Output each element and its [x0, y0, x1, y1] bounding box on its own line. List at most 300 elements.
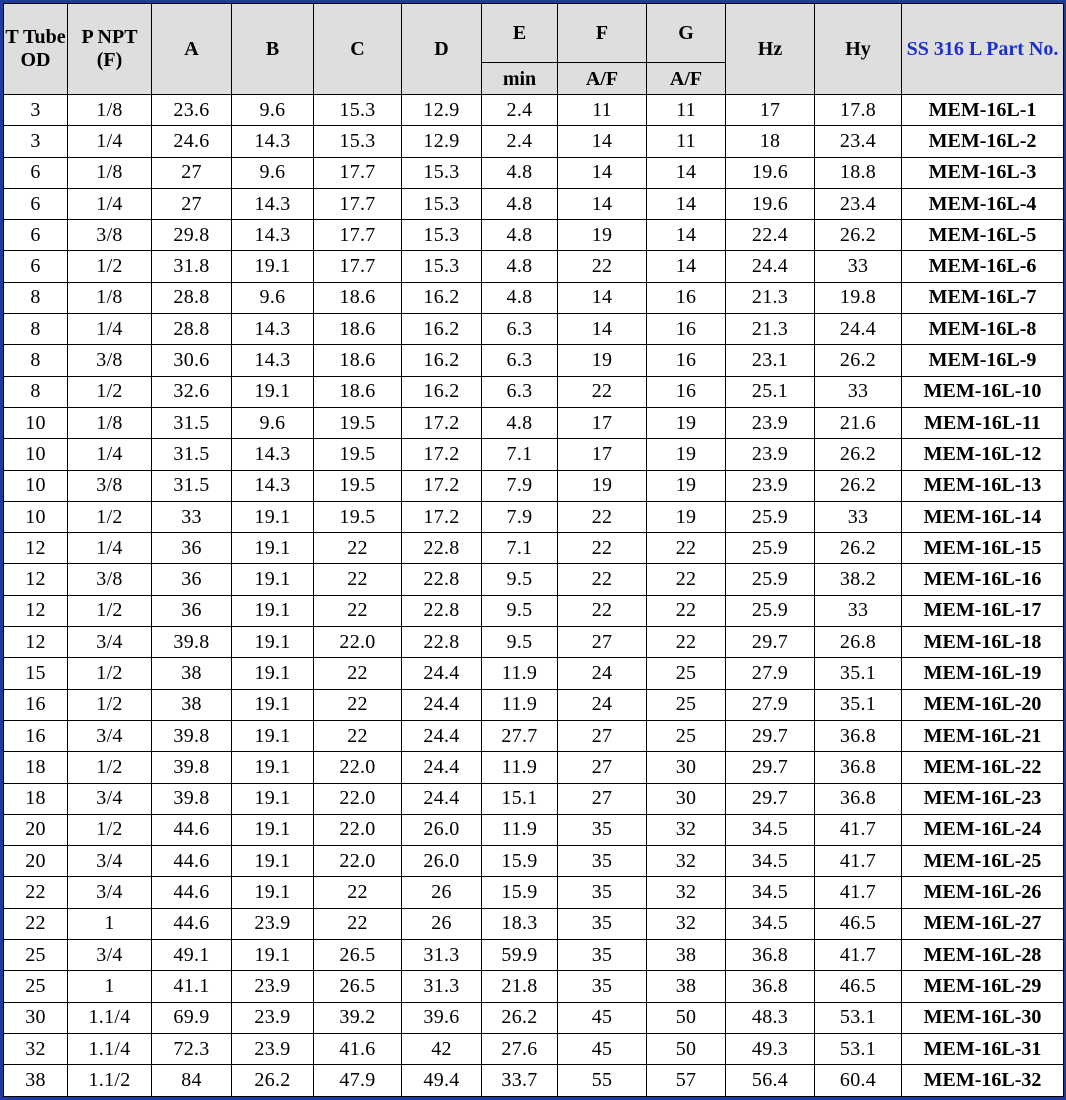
cell-d: 15.3 — [402, 251, 482, 282]
cell-part-no: MEM-16L-31 — [902, 1033, 1064, 1064]
cell-t-tube-od: 8 — [4, 376, 68, 407]
cell-d: 49.4 — [402, 1065, 482, 1096]
cell-hy: 36.8 — [815, 720, 902, 751]
cell-part-no: MEM-16L-6 — [902, 251, 1064, 282]
cell-p-npt: 3/4 — [68, 940, 152, 971]
cell-d: 16.2 — [402, 376, 482, 407]
cell-f: 27 — [558, 720, 647, 751]
cell-b: 19.1 — [232, 376, 314, 407]
table-body — [4, 95, 1064, 1097]
cell-a: 49.1 — [152, 940, 232, 971]
cell-e: 15.1 — [482, 783, 558, 814]
cell-f: 22 — [558, 595, 647, 626]
cell-part-no: MEM-16L-25 — [902, 846, 1064, 877]
cell-p-npt: 3/8 — [68, 220, 152, 251]
cell-f: 19 — [558, 220, 647, 251]
header-e: E — [482, 4, 558, 63]
cell-g: 38 — [647, 971, 726, 1002]
cell-hz: 21.3 — [726, 282, 815, 313]
cell-d: 17.2 — [402, 407, 482, 438]
header-f: F — [558, 4, 647, 63]
cell-t-tube-od: 22 — [4, 908, 68, 939]
table-row — [4, 940, 1064, 971]
cell-a: 36 — [152, 564, 232, 595]
cell-p-npt: 1/8 — [68, 157, 152, 188]
cell-e: 4.8 — [482, 157, 558, 188]
cell-hz: 34.5 — [726, 846, 815, 877]
table-row — [4, 846, 1064, 877]
cell-p-npt: 3/4 — [68, 846, 152, 877]
cell-p-npt: 1 — [68, 908, 152, 939]
cell-g: 14 — [647, 251, 726, 282]
cell-hz: 29.7 — [726, 627, 815, 658]
table-row — [4, 1065, 1064, 1096]
cell-p-npt: 1/4 — [68, 314, 152, 345]
cell-a: 69.9 — [152, 1002, 232, 1033]
cell-p-npt: 1.1/2 — [68, 1065, 152, 1096]
cell-b: 14.3 — [232, 188, 314, 219]
table-row — [4, 126, 1064, 157]
cell-hz: 24.4 — [726, 251, 815, 282]
cell-g: 16 — [647, 376, 726, 407]
header-g: G — [647, 4, 726, 63]
cell-e: 11.9 — [482, 658, 558, 689]
cell-hz: 36.8 — [726, 971, 815, 1002]
cell-a: 31.5 — [152, 470, 232, 501]
cell-g: 16 — [647, 345, 726, 376]
dimensions-table — [3, 3, 1064, 1097]
cell-c: 47.9 — [314, 1065, 402, 1096]
cell-e: 7.9 — [482, 470, 558, 501]
cell-e: 59.9 — [482, 940, 558, 971]
cell-e: 6.3 — [482, 345, 558, 376]
cell-f: 55 — [558, 1065, 647, 1096]
cell-f: 22 — [558, 501, 647, 532]
table-row — [4, 564, 1064, 595]
cell-p-npt: 1/2 — [68, 251, 152, 282]
cell-g: 50 — [647, 1033, 726, 1064]
cell-c: 22 — [314, 595, 402, 626]
cell-hz: 56.4 — [726, 1065, 815, 1096]
cell-c: 22 — [314, 533, 402, 564]
cell-a: 31.8 — [152, 251, 232, 282]
cell-t-tube-od: 20 — [4, 814, 68, 845]
cell-p-npt: 3/8 — [68, 345, 152, 376]
cell-e: 6.3 — [482, 314, 558, 345]
cell-part-no: MEM-16L-11 — [902, 407, 1064, 438]
cell-e: 21.8 — [482, 971, 558, 1002]
cell-t-tube-od: 38 — [4, 1065, 68, 1096]
cell-part-no: MEM-16L-2 — [902, 126, 1064, 157]
cell-g: 32 — [647, 877, 726, 908]
cell-d: 24.4 — [402, 689, 482, 720]
cell-hy: 35.1 — [815, 658, 902, 689]
header-hy: Hy — [815, 4, 902, 95]
cell-e: 4.8 — [482, 188, 558, 219]
cell-b: 26.2 — [232, 1065, 314, 1096]
cell-t-tube-od: 12 — [4, 564, 68, 595]
cell-hz: 25.9 — [726, 564, 815, 595]
table-row — [4, 345, 1064, 376]
cell-a: 33 — [152, 501, 232, 532]
cell-hz: 17 — [726, 95, 815, 126]
cell-g: 25 — [647, 658, 726, 689]
cell-g: 50 — [647, 1002, 726, 1033]
cell-c: 22 — [314, 720, 402, 751]
cell-a: 32.6 — [152, 376, 232, 407]
cell-c: 18.6 — [314, 314, 402, 345]
cell-d: 15.3 — [402, 188, 482, 219]
cell-hz: 23.9 — [726, 407, 815, 438]
cell-t-tube-od: 8 — [4, 282, 68, 313]
header-d: D — [402, 4, 482, 95]
cell-hy: 18.8 — [815, 157, 902, 188]
cell-hy: 41.7 — [815, 814, 902, 845]
cell-t-tube-od: 20 — [4, 846, 68, 877]
cell-t-tube-od: 10 — [4, 470, 68, 501]
cell-t-tube-od: 30 — [4, 1002, 68, 1033]
table-row — [4, 439, 1064, 470]
cell-hy: 41.7 — [815, 877, 902, 908]
cell-g: 16 — [647, 314, 726, 345]
cell-p-npt: 1/8 — [68, 95, 152, 126]
cell-c: 18.6 — [314, 282, 402, 313]
cell-b: 19.1 — [232, 783, 314, 814]
table-row — [4, 376, 1064, 407]
cell-d: 31.3 — [402, 940, 482, 971]
cell-hy: 26.2 — [815, 470, 902, 501]
cell-p-npt: 3/4 — [68, 720, 152, 751]
cell-t-tube-od: 6 — [4, 251, 68, 282]
table-row — [4, 814, 1064, 845]
header-f-sub: A/F — [558, 63, 647, 95]
cell-a: 44.6 — [152, 908, 232, 939]
cell-e: 27.6 — [482, 1033, 558, 1064]
cell-e: 15.9 — [482, 846, 558, 877]
cell-b: 23.9 — [232, 908, 314, 939]
cell-g: 32 — [647, 814, 726, 845]
cell-c: 26.5 — [314, 971, 402, 1002]
cell-hz: 25.9 — [726, 501, 815, 532]
cell-t-tube-od: 6 — [4, 157, 68, 188]
cell-f: 19 — [558, 345, 647, 376]
cell-hy: 26.2 — [815, 439, 902, 470]
cell-t-tube-od: 12 — [4, 533, 68, 564]
cell-hy: 60.4 — [815, 1065, 902, 1096]
cell-f: 35 — [558, 940, 647, 971]
cell-hy: 33 — [815, 595, 902, 626]
cell-b: 9.6 — [232, 407, 314, 438]
cell-part-no: MEM-16L-21 — [902, 720, 1064, 751]
cell-e: 7.9 — [482, 501, 558, 532]
cell-d: 17.2 — [402, 501, 482, 532]
cell-p-npt: 1/4 — [68, 188, 152, 219]
cell-hy: 38.2 — [815, 564, 902, 595]
cell-hz: 27.9 — [726, 689, 815, 720]
cell-d: 22.8 — [402, 627, 482, 658]
cell-hz: 34.5 — [726, 814, 815, 845]
cell-c: 19.5 — [314, 501, 402, 532]
cell-part-no: MEM-16L-24 — [902, 814, 1064, 845]
cell-a: 31.5 — [152, 439, 232, 470]
cell-t-tube-od: 10 — [4, 501, 68, 532]
cell-hz: 23.1 — [726, 345, 815, 376]
cell-a: 28.8 — [152, 282, 232, 313]
cell-f: 45 — [558, 1002, 647, 1033]
table-row — [4, 251, 1064, 282]
cell-p-npt: 3/4 — [68, 877, 152, 908]
cell-a: 28.8 — [152, 314, 232, 345]
cell-t-tube-od: 25 — [4, 971, 68, 1002]
cell-t-tube-od: 10 — [4, 407, 68, 438]
cell-b: 19.1 — [232, 658, 314, 689]
cell-c: 22.0 — [314, 783, 402, 814]
table-row — [4, 407, 1064, 438]
cell-t-tube-od: 15 — [4, 658, 68, 689]
cell-c: 22.0 — [314, 814, 402, 845]
cell-b: 19.1 — [232, 501, 314, 532]
cell-part-no: MEM-16L-27 — [902, 908, 1064, 939]
cell-g: 32 — [647, 908, 726, 939]
cell-d: 26 — [402, 908, 482, 939]
cell-t-tube-od: 18 — [4, 783, 68, 814]
cell-e: 33.7 — [482, 1065, 558, 1096]
cell-c: 17.7 — [314, 251, 402, 282]
cell-hy: 41.7 — [815, 846, 902, 877]
cell-hy: 53.1 — [815, 1002, 902, 1033]
cell-a: 44.6 — [152, 846, 232, 877]
cell-a: 36 — [152, 595, 232, 626]
cell-e: 18.3 — [482, 908, 558, 939]
cell-part-no: MEM-16L-26 — [902, 877, 1064, 908]
cell-d: 16.2 — [402, 282, 482, 313]
cell-e: 11.9 — [482, 752, 558, 783]
cell-p-npt: 1/2 — [68, 814, 152, 845]
cell-hy: 33 — [815, 376, 902, 407]
cell-part-no: MEM-16L-15 — [902, 533, 1064, 564]
cell-f: 35 — [558, 814, 647, 845]
cell-part-no: MEM-16L-4 — [902, 188, 1064, 219]
cell-b: 19.1 — [232, 595, 314, 626]
cell-hy: 46.5 — [815, 971, 902, 1002]
cell-g: 22 — [647, 564, 726, 595]
header-p-npt: P NPT (F) — [68, 4, 152, 95]
cell-hy: 36.8 — [815, 752, 902, 783]
cell-a: 38 — [152, 689, 232, 720]
header-e-sub: min — [482, 63, 558, 95]
cell-g: 14 — [647, 188, 726, 219]
cell-f: 35 — [558, 846, 647, 877]
cell-part-no: MEM-16L-18 — [902, 627, 1064, 658]
cell-t-tube-od: 12 — [4, 627, 68, 658]
cell-p-npt: 1/4 — [68, 126, 152, 157]
cell-f: 35 — [558, 908, 647, 939]
cell-d: 17.2 — [402, 470, 482, 501]
cell-g: 22 — [647, 627, 726, 658]
cell-p-npt: 1.1/4 — [68, 1033, 152, 1064]
cell-e: 4.8 — [482, 282, 558, 313]
cell-f: 35 — [558, 877, 647, 908]
table-header — [4, 4, 1064, 95]
cell-g: 32 — [647, 846, 726, 877]
cell-e: 4.8 — [482, 407, 558, 438]
cell-a: 39.8 — [152, 783, 232, 814]
cell-hz: 36.8 — [726, 940, 815, 971]
cell-f: 22 — [558, 251, 647, 282]
cell-hy: 26.8 — [815, 627, 902, 658]
cell-part-no: MEM-16L-9 — [902, 345, 1064, 376]
table-row — [4, 752, 1064, 783]
cell-d: 16.2 — [402, 345, 482, 376]
cell-c: 22 — [314, 689, 402, 720]
cell-d: 26.0 — [402, 814, 482, 845]
cell-part-no: MEM-16L-32 — [902, 1065, 1064, 1096]
cell-g: 25 — [647, 720, 726, 751]
cell-a: 31.5 — [152, 407, 232, 438]
cell-part-no: MEM-16L-14 — [902, 501, 1064, 532]
cell-c: 17.7 — [314, 157, 402, 188]
cell-b: 14.3 — [232, 314, 314, 345]
cell-hz: 19.6 — [726, 188, 815, 219]
cell-hy: 26.2 — [815, 220, 902, 251]
cell-f: 14 — [558, 282, 647, 313]
cell-p-npt: 1/2 — [68, 595, 152, 626]
cell-part-no: MEM-16L-30 — [902, 1002, 1064, 1033]
table-row — [4, 971, 1064, 1002]
cell-hz: 29.7 — [726, 752, 815, 783]
cell-g: 57 — [647, 1065, 726, 1096]
cell-c: 15.3 — [314, 95, 402, 126]
cell-part-no: MEM-16L-19 — [902, 658, 1064, 689]
cell-hz: 23.9 — [726, 470, 815, 501]
cell-f: 14 — [558, 157, 647, 188]
cell-hy: 19.8 — [815, 282, 902, 313]
cell-hy: 24.4 — [815, 314, 902, 345]
table-row — [4, 1033, 1064, 1064]
cell-hz: 29.7 — [726, 720, 815, 751]
cell-t-tube-od: 10 — [4, 439, 68, 470]
cell-f: 14 — [558, 188, 647, 219]
cell-g: 25 — [647, 689, 726, 720]
cell-e: 9.5 — [482, 564, 558, 595]
cell-d: 12.9 — [402, 95, 482, 126]
cell-g: 30 — [647, 783, 726, 814]
cell-f: 14 — [558, 126, 647, 157]
cell-part-no: MEM-16L-29 — [902, 971, 1064, 1002]
cell-b: 14.3 — [232, 439, 314, 470]
cell-c: 26.5 — [314, 940, 402, 971]
cell-part-no: MEM-16L-16 — [902, 564, 1064, 595]
cell-hy: 17.8 — [815, 95, 902, 126]
cell-t-tube-od: 16 — [4, 720, 68, 751]
cell-d: 12.9 — [402, 126, 482, 157]
cell-p-npt: 1/4 — [68, 533, 152, 564]
cell-hz: 19.6 — [726, 157, 815, 188]
cell-b: 9.6 — [232, 157, 314, 188]
cell-c: 22 — [314, 877, 402, 908]
cell-g: 38 — [647, 940, 726, 971]
cell-b: 14.3 — [232, 126, 314, 157]
cell-part-no: MEM-16L-8 — [902, 314, 1064, 345]
cell-part-no: MEM-16L-7 — [902, 282, 1064, 313]
cell-b: 23.9 — [232, 1002, 314, 1033]
cell-t-tube-od: 25 — [4, 940, 68, 971]
cell-f: 24 — [558, 658, 647, 689]
cell-t-tube-od: 12 — [4, 595, 68, 626]
cell-p-npt: 1/2 — [68, 689, 152, 720]
cell-t-tube-od: 32 — [4, 1033, 68, 1064]
cell-hz: 29.7 — [726, 783, 815, 814]
cell-g: 19 — [647, 501, 726, 532]
cell-c: 19.5 — [314, 407, 402, 438]
cell-e: 26.2 — [482, 1002, 558, 1033]
cell-hz: 25.9 — [726, 533, 815, 564]
cell-hy: 23.4 — [815, 126, 902, 157]
cell-e: 4.8 — [482, 220, 558, 251]
cell-g: 19 — [647, 407, 726, 438]
cell-a: 84 — [152, 1065, 232, 1096]
cell-b: 9.6 — [232, 95, 314, 126]
table-row — [4, 188, 1064, 219]
cell-p-npt: 3/4 — [68, 627, 152, 658]
cell-c: 17.7 — [314, 220, 402, 251]
cell-p-npt: 1/8 — [68, 282, 152, 313]
table-row — [4, 282, 1064, 313]
cell-d: 26.0 — [402, 846, 482, 877]
cell-a: 44.6 — [152, 877, 232, 908]
cell-g: 19 — [647, 470, 726, 501]
cell-b: 14.3 — [232, 470, 314, 501]
cell-b: 23.9 — [232, 971, 314, 1002]
cell-part-no: MEM-16L-22 — [902, 752, 1064, 783]
cell-hz: 23.9 — [726, 439, 815, 470]
cell-part-no: MEM-16L-3 — [902, 157, 1064, 188]
cell-t-tube-od: 16 — [4, 689, 68, 720]
cell-p-npt: 1/2 — [68, 752, 152, 783]
table-row — [4, 314, 1064, 345]
cell-b: 19.1 — [232, 251, 314, 282]
cell-c: 22.0 — [314, 846, 402, 877]
cell-t-tube-od: 6 — [4, 220, 68, 251]
cell-p-npt: 1/8 — [68, 407, 152, 438]
cell-part-no: MEM-16L-28 — [902, 940, 1064, 971]
table-row — [4, 783, 1064, 814]
table-row — [4, 658, 1064, 689]
cell-c: 39.2 — [314, 1002, 402, 1033]
cell-c: 22 — [314, 564, 402, 595]
cell-hy: 41.7 — [815, 940, 902, 971]
cell-g: 22 — [647, 533, 726, 564]
cell-d: 15.3 — [402, 220, 482, 251]
cell-e: 7.1 — [482, 439, 558, 470]
table-row — [4, 501, 1064, 532]
cell-e: 11.9 — [482, 689, 558, 720]
cell-a: 38 — [152, 658, 232, 689]
cell-t-tube-od: 8 — [4, 314, 68, 345]
cell-p-npt: 3/4 — [68, 783, 152, 814]
cell-t-tube-od: 3 — [4, 126, 68, 157]
table-row — [4, 877, 1064, 908]
table-row — [4, 95, 1064, 126]
cell-a: 30.6 — [152, 345, 232, 376]
cell-b: 19.1 — [232, 877, 314, 908]
header-c: C — [314, 4, 402, 95]
cell-d: 22.8 — [402, 595, 482, 626]
cell-f: 22 — [558, 376, 647, 407]
cell-d: 24.4 — [402, 720, 482, 751]
cell-t-tube-od: 22 — [4, 877, 68, 908]
table-row — [4, 720, 1064, 751]
